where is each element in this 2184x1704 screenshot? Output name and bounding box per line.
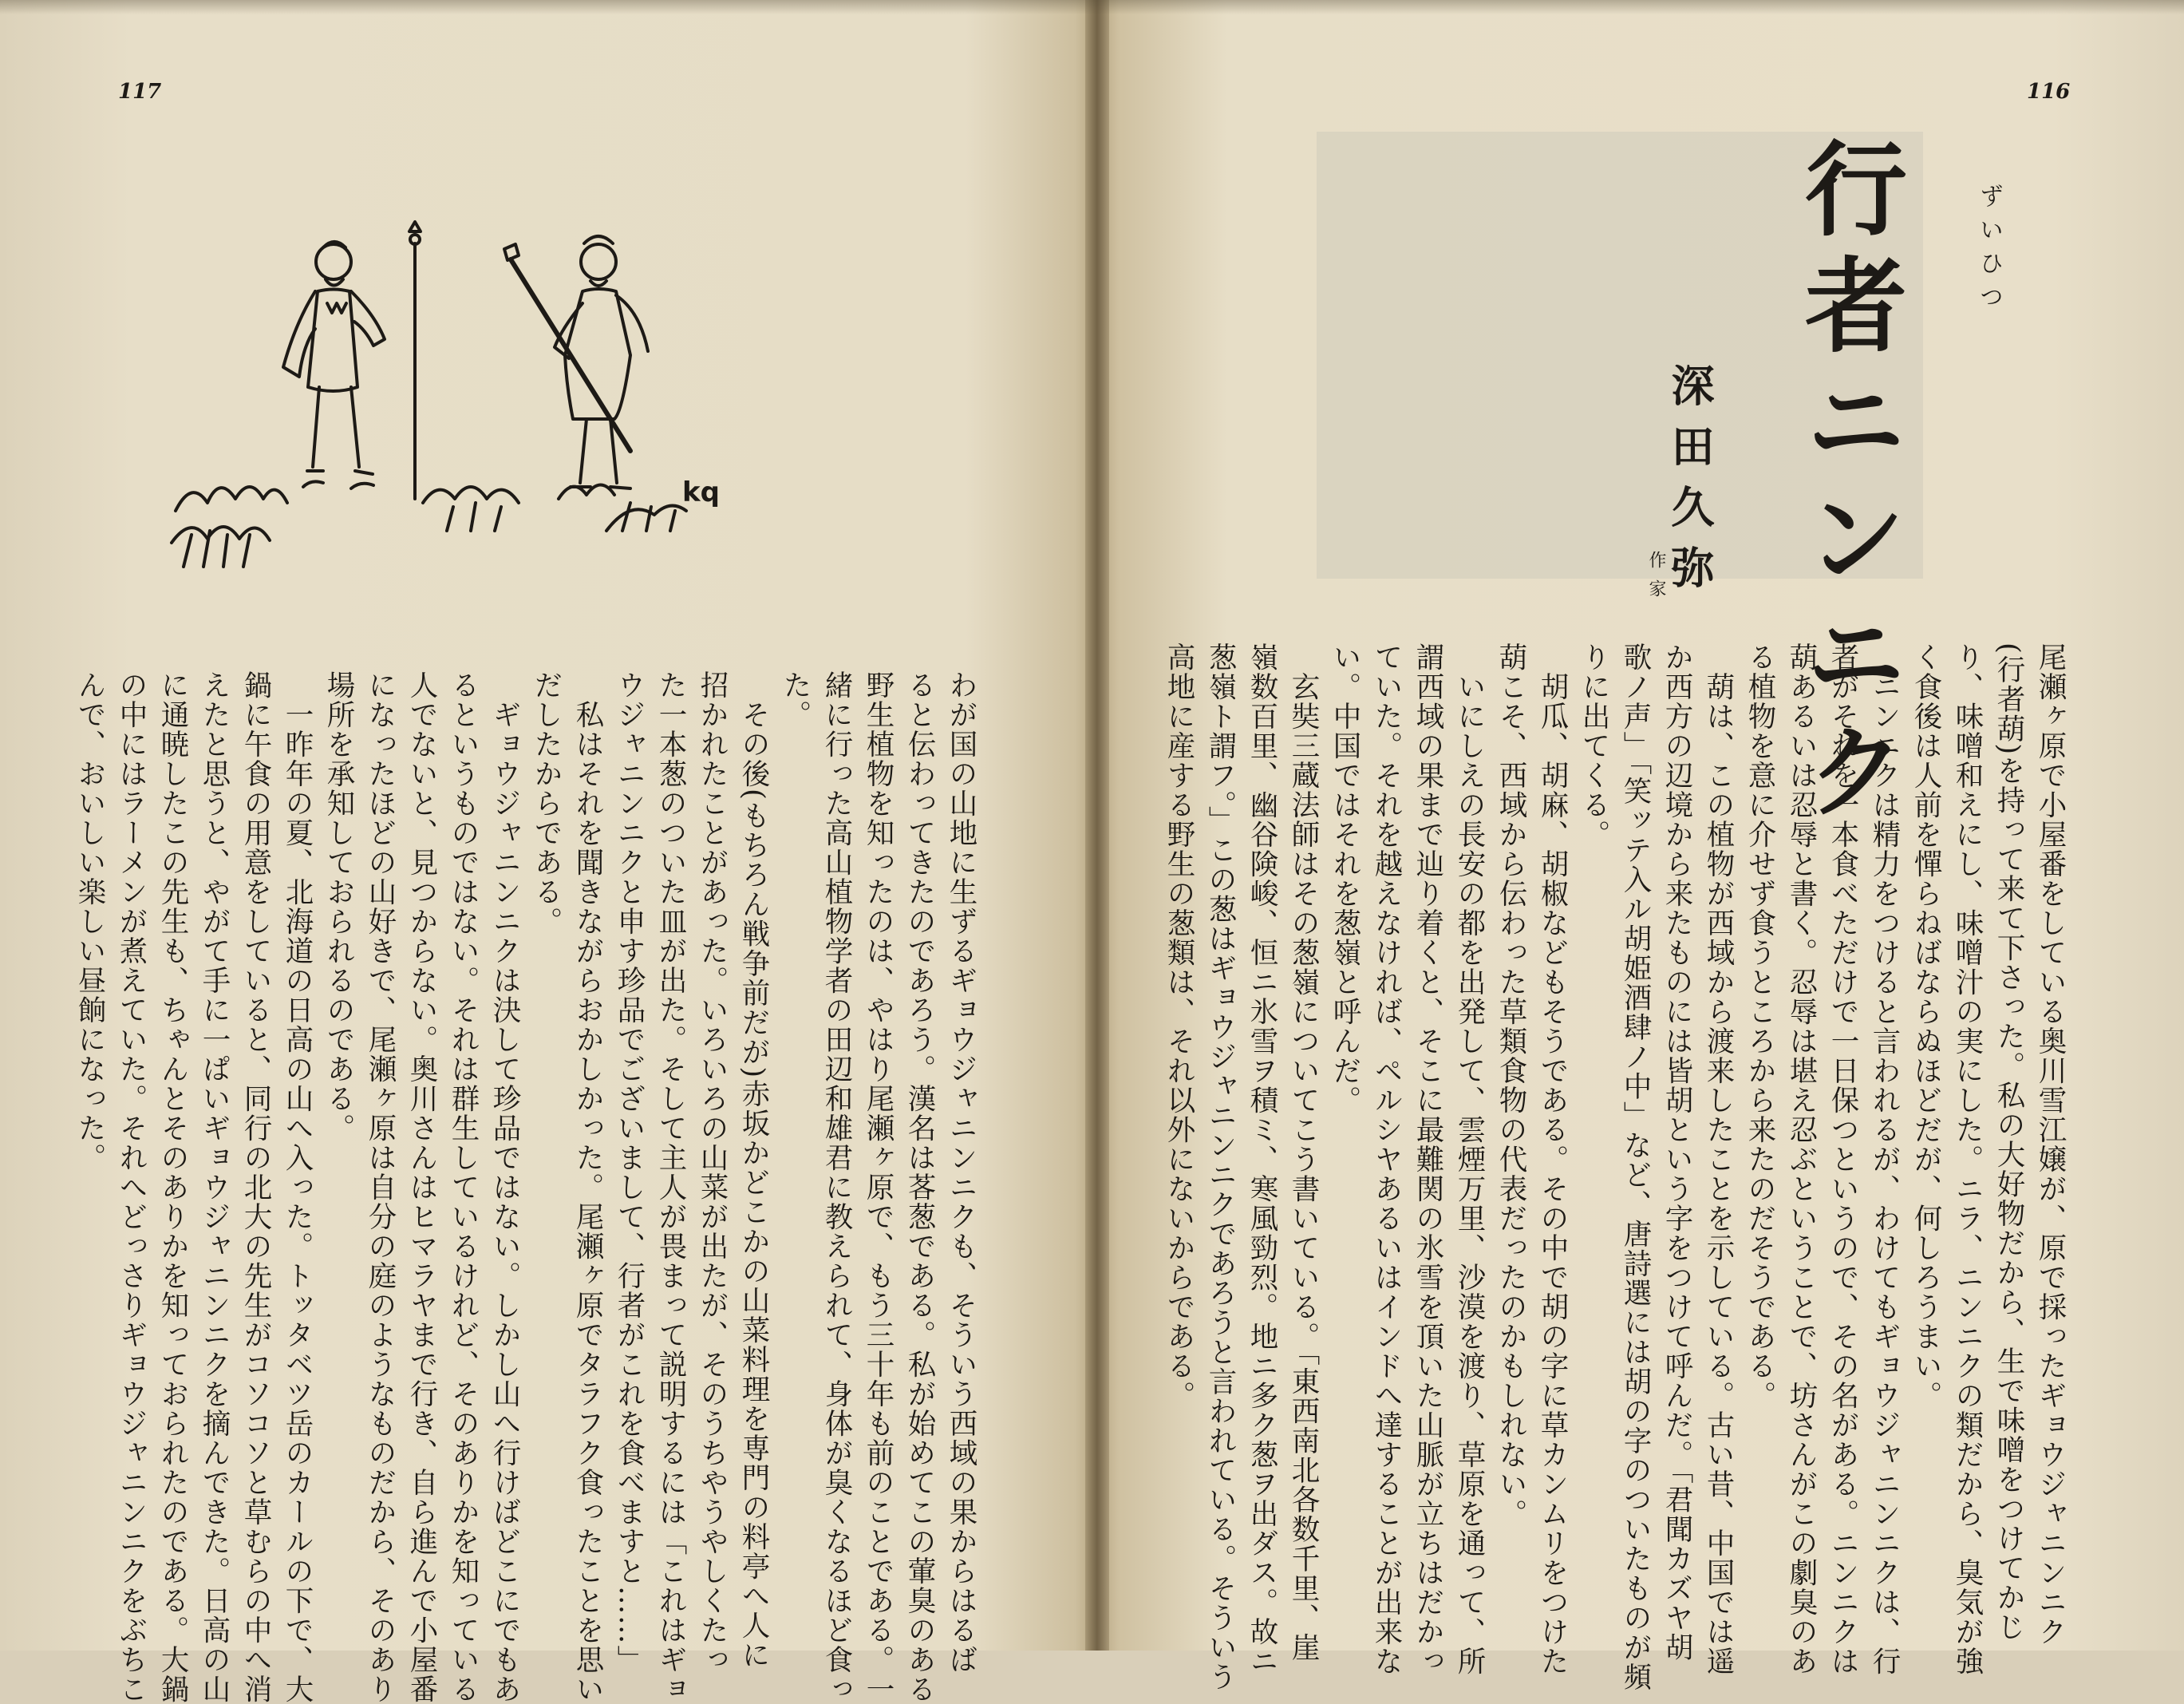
author-name: 深田久弥	[1665, 363, 1716, 606]
article-title: 行者ニンニク	[1787, 136, 1907, 835]
category-ruby: ずいひつ	[1975, 184, 2003, 318]
ascetics-illustration	[160, 215, 798, 599]
right-body-text: 尾瀬ヶ原で小屋番をしている奥川雪江嬢が、原で採ったギョウジャニンニク (行者葫)を持って来て下さった。私の大好物だから、生で味噌をつけてかじ り、味噌和えにし、味噌汁の実にした。ニラ、ニンニクの類だから、臭気が強 く食後は人前を憚らねばならぬほどだが、何しろうまい。 ニンニクは精力をつけると言われるが、わけてもギョウジャニンニクは、行 者がそれを一本食べただけで一日保つというので、その名がある。ニンニクは 葫あるいは忍辱と書く。忍辱は堪え忍ぶということで、坊さんがこの劇臭のあ る植物を意に介せず食うところから来たのだそうである。 葫は、この植物が西域から渡来したことを示している。古い昔、中国では遥 か西方の辺境から来たものには皆胡という字をつけて呼んだ。「君聞カズヤ胡 歌ノ声」「笑ッテ入ル胡姫酒肆ノ中」など、唐詩選には胡の字のついたものが頻 りに出てくる。 胡瓜、胡麻、胡椒などもそうである。その中で胡の字に草カンムリをつけた 葫こそ、西域から伝わった草類食物の代表だったのかもしれない。 いにしえの長安の都を出発して、雲煙万里、沙漠を渡り、草原を通って、所 謂西域の果まで辿り着くと、そこに最難関の氷雪を頂いた山脈が立ちはだかっ ていた。それを越えなければ、ペルシヤあるいはインドへ達することが出来な い。中国ではそれを葱嶺と呼んだ。 玄奘三蔵法師はその葱嶺についてこう書いている。「東西南北各数千里、崖 嶺数百里、幽谷険峻、恒ニ氷雪ヲ積ミ、寒風勁烈。地ニ多ク葱ヲ出ダス。故ニ 葱嶺ト謂フ。」この葱はギョウジャニンニクであろうと言われている。そういう 高地に産する野生の葱類は、それ以外にないからである。	[1163, 642, 2067, 1692]
page-number-left: 117	[118, 80, 162, 104]
book-gutter	[1085, 0, 1109, 1651]
page-number-right: 116	[2027, 80, 2071, 104]
left-body-text: わが国の山地に生ずるギョウジャニンニクも、そういう西域の果からはるば ると伝わってきたのであろう。漢名は茖葱である。私が始めてこの葷臭のある 野生植物を知ったのは、やはり尾瀬ヶ原で、もう三十年も前のことである。一 緒に行った高山植物学者の田辺和雄君に教えられて、身体が臭くなるほど食っ た。 その後(もちろん戦争前だが)赤坂かどこかの山菜料理を専門の料亭へ人に 招かれたことがあった。いろいろの山菜が出たが、そのうちやうやしくたっ た一本葱のついた皿が出た。そして主人が畏まって説明するには「これはギョ ウジャニンニクと申す珍品でございまして、行者がこれを食べますと……」 私はそれを聞きながらおかしかった。尾瀬ヶ原でタラフク食ったことを思い だしたからである。 ギョウジャニンニクは決して珍品ではない。しかし山へ行けばどこにでもあ るというものではない。それは群生しているけれど、そのありかを知っている 人でないと、見つからない。奥川さんはヒマラヤまで行き、自ら進んで小屋番 になったほどの山好きで、尾瀬ヶ原は自分の庭のようなものだから、そのあり 場所を承知しておられるのである。 一昨年の夏、北海道の日高の山へ入った。トッタベツ岳のカールの下で、大 鍋に午食の用意をしていると、同行の北大の先生がコソコソと草むらの中へ消 えたと思うと、やがて手に一ぱいギョウジャニンニクを摘んできた。日高の山 に通暁したこの先生も、ちゃんとそのありかを知っておられたのである。大鍋 の中にはラーメンが煮えていた。それへどっさりギョウジャニンニクをぶちこ んで、おいしい楽しい昼餉になった。	[73, 670, 977, 1704]
author-role: 作家	[1646, 551, 1666, 608]
page-top-shadow	[0, 0, 2184, 14]
illustration-signature: kq	[682, 476, 720, 508]
